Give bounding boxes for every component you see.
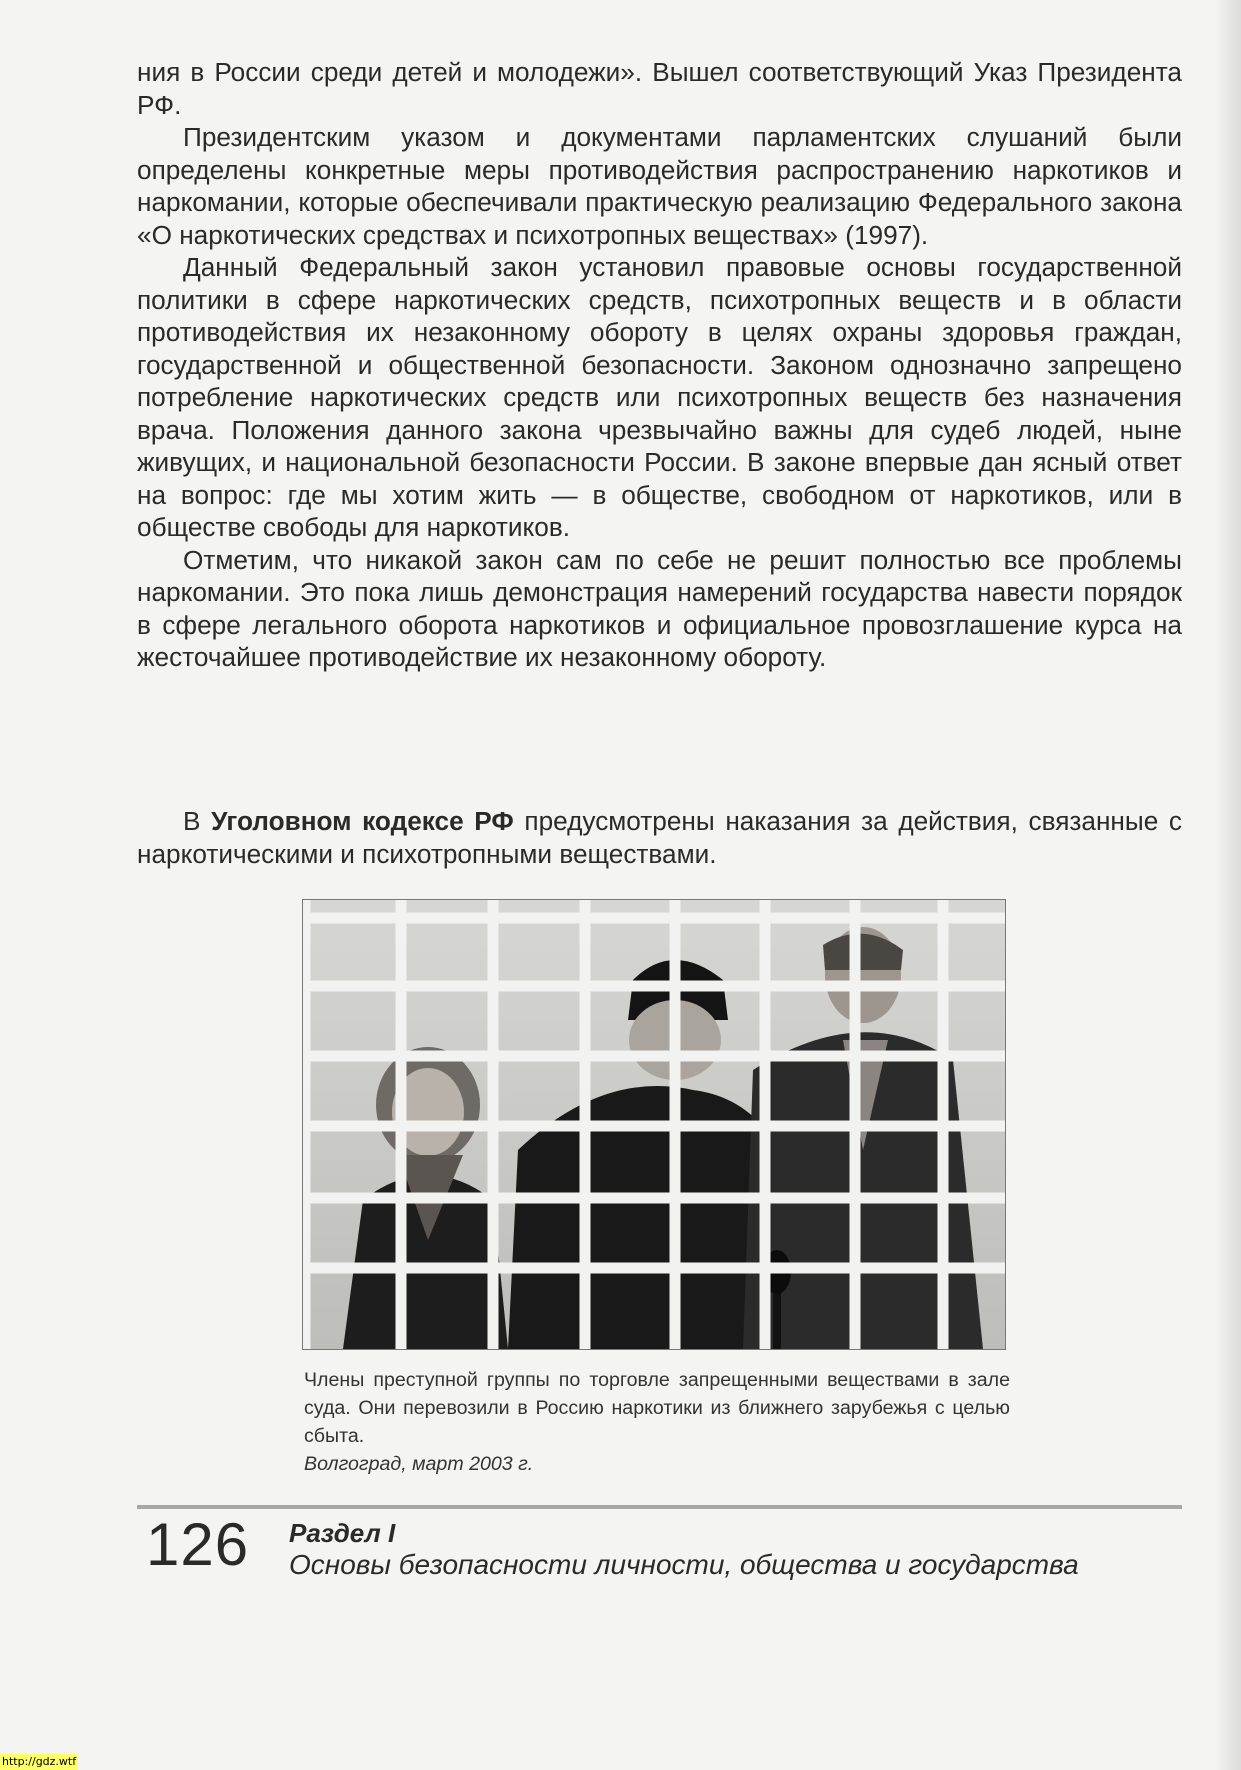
footer-divider <box>137 1505 1182 1509</box>
main-text <box>137 56 1182 674</box>
law-suffix: предусмотрены наказания за действия, связанные с наркотическими и психотропными веществами. <box>137 806 1183 869</box>
section-label: Раздел I <box>289 1518 396 1548</box>
caption-place-date: Волгоград, март 2003 г. <box>304 1453 534 1475</box>
law-prefix: В <box>183 806 212 836</box>
watermark-link[interactable]: http://gdz.wtf <box>2 1755 77 1768</box>
law-bold-term: Уголовном кодексе РФ <box>211 806 514 836</box>
caption-text: Члены преступной группы по торговле запрещенными веществами в зале суда. Они перевозили в Россию наркотики из ближнего зарубежья с целью сбыта. <box>304 1369 1010 1447</box>
section-title: Основы безопасности личности, общества и государства <box>289 1549 1079 1580</box>
page-edge-shadow <box>1215 0 1241 1770</box>
paragraph-4: Отметим, что никакой закон сам по себе не решит полностью все проблемы наркомании. Это пока лишь демонстрация намерений государства навести порядок в сфере легального оборота наркотиков и официальное провозглашение курса на жесточайшее противодействие их незаконному обороту. <box>137 544 1182 672</box>
criminal-code-paragraph <box>137 805 1182 870</box>
courtroom-photo-drawing <box>303 900 1005 1349</box>
photo-caption <box>304 1366 1010 1478</box>
paragraph-1: ния в России среди детей и молодежи». Вышел соответствующий Указ Президента РФ. <box>137 57 1182 120</box>
paragraph-2: Президентским указом и документами парламентских слушаний были определены конкретные меры противодействия распространению наркотиков и наркомании, которые обеспечивали практическую реализацию Федерального закона «О наркотических средствах и психотропных веществах» (1997). <box>137 122 1182 250</box>
page-number: 126 <box>146 1511 250 1578</box>
paragraph-3: Данный Федеральный закон установил правовые основы государственной политики в сфере наркотических средств, психотропных веществ и в области противодействия их незаконному обороту в целях охраны здоровья граждан, государственной и общественной безопасности. Законом однозначно запрещено потребление наркотических средств или психотропных веществ без назначения врача. Положения данного закона чрезвычайно важны для судеб людей, ныне живущих, и национальной безопасности России. В законе впервые дан ясный ответ на вопрос: где мы хотим жить — в обществе, свободном от наркотиков, или в обществе свободы для наркотиков. <box>137 252 1182 542</box>
courtroom-photo <box>302 899 1006 1350</box>
